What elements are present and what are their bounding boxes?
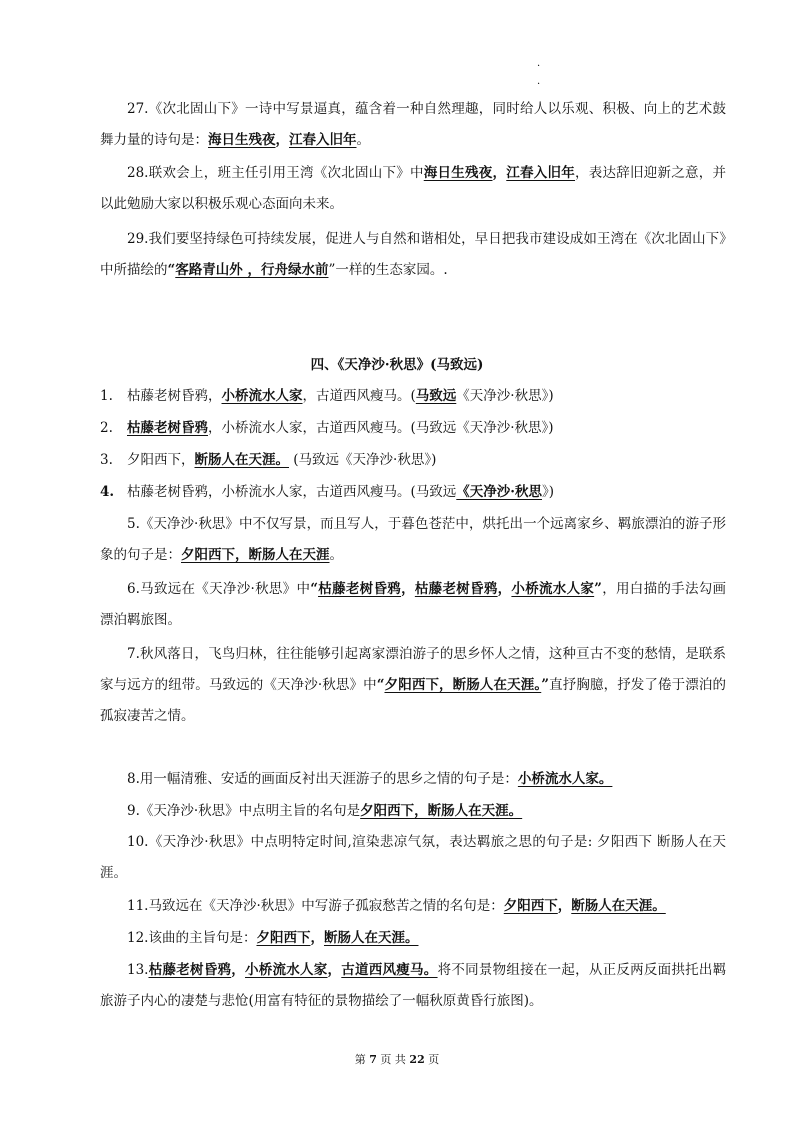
body-text: ，: [497, 581, 512, 597]
page-total: 22: [409, 1053, 425, 1066]
page-footer: [0, 1052, 794, 1068]
paragraph-9: [100, 796, 726, 827]
body-text: ，: [401, 581, 415, 597]
paragraph-11: [100, 891, 726, 922]
body-text: 28.联欢会上，班主任引用王湾《次北固山下》中: [127, 165, 424, 181]
body-text: 9.《天净沙·秋思》中点明主旨的名句是: [127, 803, 361, 819]
paragraph-27: [100, 94, 726, 156]
body-text: 将不同景物组接在一起，从正反两反面拱托出羁旅游子内心的凄楚与悲怆(用富有特征的景物描绘了一幅秋原黄昏行旅图)。: [100, 962, 727, 1009]
list-item-1: [100, 381, 726, 412]
body-text: ，: [275, 132, 289, 148]
list-item-3: [100, 445, 726, 476]
footer-text: 页 共: [376, 1053, 410, 1066]
body-text: 夕阳西下，: [127, 452, 195, 468]
answer-text: 枯藤老树昏鸦: [414, 581, 498, 597]
answer-text: 断肠人在天涯。: [571, 898, 666, 914]
body-text: ，: [492, 165, 507, 181]
body-text: 13.: [127, 962, 149, 978]
answer-text: 《天净沙·秋思: [456, 484, 542, 500]
body-text: (马致远《天净沙·秋思》): [289, 452, 437, 468]
list-number: 2.: [100, 420, 113, 436]
answer-text: 夕阳西下，断肠人在天涯: [181, 547, 330, 563]
body-text: ”: [594, 581, 602, 597]
body-text: ，古道西风瘦马。(: [302, 388, 416, 404]
paragraph-12: [100, 923, 726, 954]
body-text: 8.用一幅清雅、安适的画面反衬出天涯游子的思乡之情的句子是：: [127, 771, 518, 787]
body-text: “: [376, 677, 385, 693]
header-mark: ·: [537, 61, 541, 72]
list-text: [127, 388, 554, 404]
body-text: 。: [329, 547, 343, 563]
body-text: 29.我们要坚持绿色可持续发展，促进人与自然和谐相处，早日把我市建设成如王湾在《次北固山下》中所描绘的: [100, 231, 726, 278]
answer-text: 客路青山外 ，行舟绿水前: [175, 262, 329, 278]
body-text: 《天净沙·秋思》): [456, 388, 554, 404]
answer-text: 江春入旧年: [506, 165, 576, 181]
list-number: 1.: [100, 388, 113, 404]
body-text: “: [310, 581, 319, 597]
answer-text: 小桥流水人家: [511, 581, 595, 597]
body-text: ，: [557, 898, 572, 914]
answer-text: 马致远: [415, 388, 457, 404]
paragraph-6: [100, 574, 726, 636]
list-text: [127, 452, 436, 468]
answer-text: 夕阳西下，断肠人在天涯。: [384, 677, 542, 693]
answer-text: 小桥流水人家: [245, 962, 328, 978]
body-text: “: [167, 262, 176, 278]
answer-text: 小桥流水人家。: [517, 771, 613, 787]
body-text: 5.《天净沙·秋思》中不仅写景，而且写人，于暮色苍茫中，烘托出一个远离家乡、羁旅漂泊的游子形象的句子是：: [100, 516, 726, 563]
answer-text: 夕阳西下: [256, 930, 311, 946]
header-mark: ·: [537, 79, 541, 90]
paragraph-28: [100, 158, 726, 220]
paragraph-8: [100, 764, 726, 795]
answer-text: 枯藤老树昏鸦: [148, 962, 232, 978]
paragraph-7: [100, 639, 726, 732]
list-text: [127, 484, 554, 500]
body-text: 直抒胸臆，抒发了倦于漂泊的孤寂凄苦之情。: [100, 677, 726, 724]
body-text: 11.马致远在《天净沙·秋思》中写游子孤寂愁苦之情的名句是：: [127, 898, 504, 914]
list-item-4: [100, 477, 726, 508]
body-text: ，: [231, 962, 246, 978]
body-text: ，用白描的手法勾画漂泊羁旅图。: [100, 581, 727, 628]
body-text: ，小桥流水人家，古道西风瘦马。(马致远《天净沙·秋思》): [208, 420, 554, 436]
answer-text: 海日生残夜: [423, 165, 493, 181]
section-heading: 四、《天净沙·秋思》(马致远): [310, 357, 484, 373]
answer-text: 古道西风瘦马。: [341, 962, 438, 978]
body-text: 。: [356, 132, 370, 148]
answer-text: 夕阳西下，断肠人在天涯。: [360, 803, 523, 819]
body-text: 7.秋风落日，飞鸟归林，往往能够引起离家漂泊游子的思乡怀人之情，这种亘古不变的愁情，是联系家与远方的纽带。马致远的《天净沙·秋思》中: [100, 646, 726, 693]
paragraph-10: [100, 827, 726, 889]
paragraph-13: [100, 955, 726, 1017]
body-text: 枯藤老树昏鸦，: [127, 388, 222, 404]
answer-text: 枯藤老树昏鸦: [127, 420, 208, 436]
paragraph-5: [100, 509, 726, 571]
answer-text: 小桥流水人家: [221, 388, 303, 404]
body-text: 10.《天净沙·秋思》中点明特定时间,渲染悲凉气氛，表达羁旅之思的句子是: 夕阳西下 断肠人在天涯。: [100, 834, 726, 881]
list-item-2: [100, 413, 726, 444]
answer-text: 夕阳西下: [503, 898, 558, 914]
list-number: 4.: [100, 484, 115, 500]
body-text: ，: [327, 962, 342, 978]
body-text: 12.该曲的主旨句是：: [127, 930, 257, 946]
footer-text: 第: [354, 1053, 370, 1066]
body-text: ，表达辞旧迎新之意，并以此勉励大家以积极乐观心态面向未来。: [100, 165, 727, 212]
body-text: ”一样的生态家园。.: [328, 262, 448, 278]
answer-text: 断肠人在天涯。: [323, 930, 419, 946]
body-text: 》): [541, 484, 555, 500]
answer-text: 断肠人在天涯。: [194, 452, 289, 468]
body-text: ”: [541, 677, 549, 693]
answer-text: 海日生残夜: [208, 132, 276, 148]
paragraph-29: [100, 224, 726, 286]
footer-text: 页: [424, 1053, 440, 1066]
body-text: 枯藤老树昏鸦，小桥流水人家，古道西风瘦马。(马致远: [127, 484, 457, 500]
body-text: 6.马致远在《天净沙·秋思》中: [127, 581, 311, 597]
page-number: 7: [369, 1053, 377, 1066]
answer-text: 枯藤老树昏鸦: [318, 581, 402, 597]
answer-text: 江春入旧年: [289, 132, 357, 148]
body-text: 27.《次北固山下》一诗中写景逼真，蕴含着一种自然理趣，同时给人以乐观、积极、向上的艺术鼓舞力量的诗句是：: [100, 101, 726, 148]
body-text: ，: [310, 930, 324, 946]
list-text: [127, 420, 554, 436]
list-number: 3.: [100, 452, 113, 468]
